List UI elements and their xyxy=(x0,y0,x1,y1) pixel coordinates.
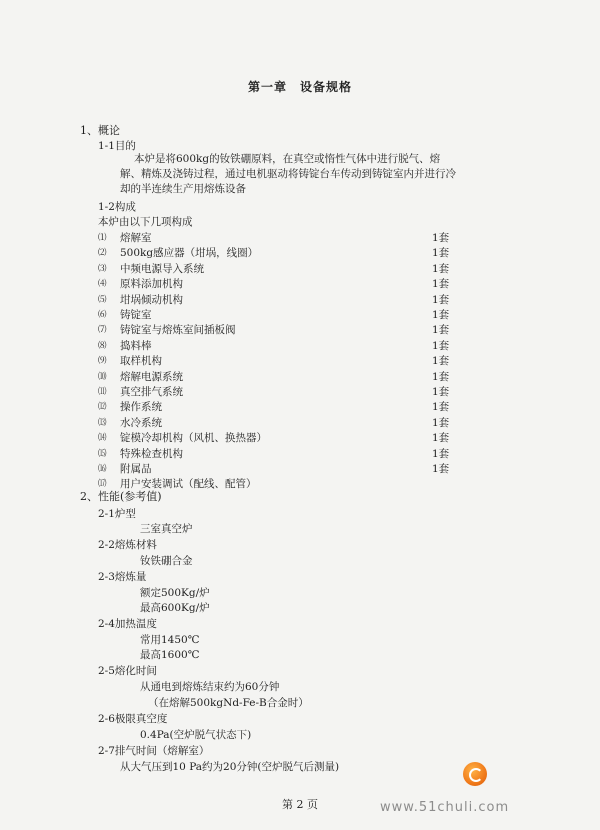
list-item xyxy=(98,246,458,260)
item-number: ⑾ xyxy=(98,387,107,397)
section-1-heading: 1、概论 xyxy=(80,124,120,137)
list-item xyxy=(98,293,458,307)
item-name: 附属品 xyxy=(120,463,152,475)
item-name: 特殊检查机构 xyxy=(120,447,183,460)
item-number: ⒁ xyxy=(98,433,107,444)
rated-capacity: 额定500Kg/炉 xyxy=(140,587,210,599)
item-name: 原料添加机构 xyxy=(120,278,183,291)
item-quantity: 1套 xyxy=(432,339,450,352)
page-number: 第 2 页 xyxy=(282,798,318,811)
list-item xyxy=(98,400,458,414)
list-item xyxy=(98,462,458,476)
item-name: 真空排气系统 xyxy=(120,386,183,398)
composition-intro: 本炉由以下几项构成 xyxy=(98,216,193,228)
item-quantity: 1套 xyxy=(432,355,450,368)
item-number: ⑸ xyxy=(98,294,107,305)
normal-temperature: 常用1450℃ xyxy=(140,634,200,646)
item-name: 500kg感应器（坩埚，线圈） xyxy=(120,247,259,260)
item-number: ⑻ xyxy=(98,340,107,351)
item-number: ⑼ xyxy=(98,356,107,367)
list-item xyxy=(98,354,458,368)
item-quantity: 1套 xyxy=(432,262,450,275)
chapter-title: 第一章 设备规格 xyxy=(247,80,352,94)
item-number: ⑽ xyxy=(98,371,107,382)
item-quantity: 1套 xyxy=(432,278,450,291)
section-2-4-heading: 2-4加热温度 xyxy=(98,618,157,630)
list-item xyxy=(98,447,458,461)
item-name: 铸锭室与熔炼室间插板阀 xyxy=(120,324,236,337)
item-quantity: 1套 xyxy=(432,432,450,445)
melting-time-note: （在熔解500kgNd-Fe-B合金时） xyxy=(148,697,309,709)
item-number: ⑿ xyxy=(98,402,107,413)
item-number: ⑶ xyxy=(98,263,107,274)
item-number: ⑹ xyxy=(98,310,107,320)
item-name: 取样机构 xyxy=(120,355,162,368)
furnace-type: 三室真空炉 xyxy=(140,523,193,535)
section-2-heading: 2、性能(参考值) xyxy=(80,490,162,503)
item-name: 中频电源导入系统 xyxy=(120,262,204,275)
item-quantity: 1套 xyxy=(432,401,450,414)
section-2-7-heading: 2-7排气时间（熔解室） xyxy=(98,745,210,757)
c-logo-icon xyxy=(463,762,487,786)
item-quantity: 1套 xyxy=(432,293,450,306)
item-name: 熔解电源系统 xyxy=(120,370,183,383)
section-2-5-heading: 2-5熔化时间 xyxy=(98,665,157,677)
section-1-1-heading: 1-1目的 xyxy=(98,140,136,152)
item-name: 用户安装调试（配线、配管） xyxy=(120,478,257,491)
list-item xyxy=(98,385,458,399)
watermark-text: www.51chuli.com xyxy=(380,800,510,815)
item-name: 水冷系统 xyxy=(120,416,162,429)
item-number: ⒂ xyxy=(98,448,107,459)
item-quantity: 1套 xyxy=(432,416,450,429)
item-quantity: 1套 xyxy=(432,247,450,260)
item-quantity: 1套 xyxy=(432,386,450,398)
list-item xyxy=(98,231,458,245)
section-2-6-heading: 2-6极限真空度 xyxy=(98,713,168,725)
item-quantity: 1套 xyxy=(432,324,450,337)
item-name: 捣料棒 xyxy=(120,339,152,352)
list-item xyxy=(98,277,458,291)
item-number: ⒀ xyxy=(98,417,107,428)
item-number: ⑵ xyxy=(98,248,107,259)
list-item xyxy=(98,262,458,276)
max-temperature: 最高1600℃ xyxy=(140,649,200,661)
exhaust-time: 从大气压到10 Pa约为20分钟(空炉脱气后测量) xyxy=(120,761,340,773)
section-2-1-heading: 2-1炉型 xyxy=(98,508,136,520)
item-number: ⑺ xyxy=(98,325,107,336)
melting-time: 从通电到熔炼结束约为60分钟 xyxy=(140,681,280,693)
melting-material: 钕铁硼合金 xyxy=(140,555,193,567)
section-2-2-heading: 2-2熔炼材料 xyxy=(98,539,157,551)
list-item xyxy=(98,431,458,445)
list-item xyxy=(98,308,458,322)
list-item xyxy=(98,416,458,430)
item-quantity: 1套 xyxy=(432,232,450,244)
section-1-2-heading: 1-2构成 xyxy=(98,201,136,213)
item-number: ⑴ xyxy=(98,233,107,243)
item-quantity: 1套 xyxy=(432,463,450,475)
item-name: 操作系统 xyxy=(120,401,162,414)
item-number: ⑷ xyxy=(98,279,107,290)
item-name: 坩埚倾动机构 xyxy=(120,293,183,306)
list-item xyxy=(98,339,458,353)
list-item xyxy=(98,370,458,384)
item-number: ⒃ xyxy=(98,464,107,474)
max-capacity: 最高600Kg/炉 xyxy=(140,602,210,614)
item-quantity: 1套 xyxy=(432,447,450,460)
section-2-3-heading: 2-3熔炼量 xyxy=(98,571,147,583)
item-quantity: 1套 xyxy=(432,370,450,383)
item-name: 铸锭室 xyxy=(120,309,152,321)
purpose-paragraph xyxy=(120,152,460,197)
item-quantity: 1套 xyxy=(432,309,450,321)
list-item xyxy=(98,323,458,337)
item-name: 锭模冷却机构（风机、换热器） xyxy=(120,432,267,445)
item-name: 熔解室 xyxy=(120,232,152,244)
purpose-text: 本炉是将600kg的钕铁硼原料，在真空或惰性气体中进行脱气、熔解、精炼及浇铸过程，通过电机驱动将铸锭台车传动到铸锭室内并进行冷却的半连续生产用熔炼设备 xyxy=(120,153,456,195)
ultimate-vacuum: 0.4Pa(空炉脱气状态下) xyxy=(140,729,252,741)
item-number: ⒄ xyxy=(98,479,107,490)
